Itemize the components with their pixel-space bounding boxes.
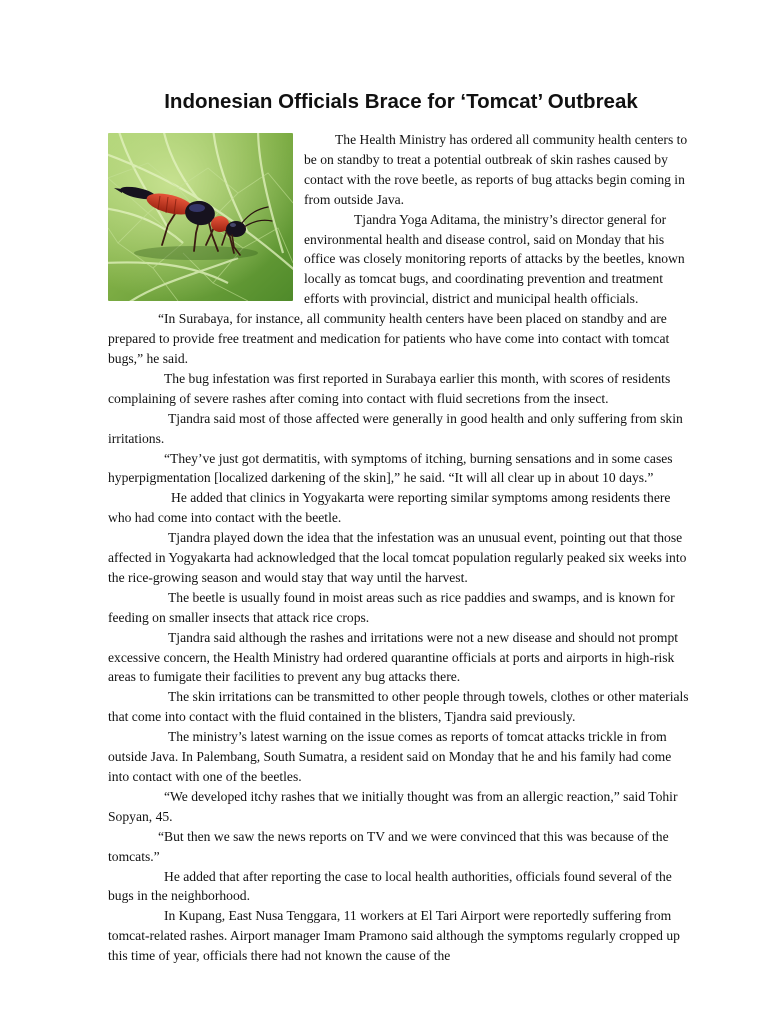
article-paragraph: The bug infestation was first reported in Surabaya earlier this month, with scores of residents complaining of severe rashes after coming into contact with fluid secretions from the insect. xyxy=(108,370,671,406)
article-paragraph: The skin irritations can be transmitted to other people through towels, clothes or other materials that come into contact with the fluid contained in the blisters, Tjandra said previously. xyxy=(108,689,689,725)
article-paragraph: The ministry’s latest warning on the issue comes as reports of tomcat attacks trickle in from outside Java. In Palembang, South Sumatra, a resident said on Monday that he and his family had come into contact with one of the beetles. xyxy=(108,729,672,784)
article-title: Indonesian Officials Brace for ‘Tomcat’ Outbreak xyxy=(164,90,638,113)
article-body xyxy=(108,130,695,966)
article-paragraph: The beetle is usually found in moist areas such as rice paddies and swamps, and is known for feeding on smaller insects that attack rice crops. xyxy=(108,589,675,625)
article-paragraph: “In Surabaya, for instance, all community health centers have been placed on standby and are prepared to provide free treatment and medication for patients who have come into contact with tomcat bugs,” he said. xyxy=(108,311,670,366)
article-paragraph: He added that clinics in Yogyakarta were reporting similar symptoms among residents there who had come into contact with the beetle. xyxy=(108,490,671,526)
rove-beetle-photo xyxy=(108,133,293,301)
article-paragraph: “We developed itchy rashes that we initially thought was from an allergic reaction,” said Tohir Sopyan, 45. xyxy=(108,788,678,824)
article-paragraph: Tjandra Yoga Aditama, the ministry’s director general for environmental health and disease control, said on Monday that his office was closely monitoring reports of attacks by the beetles, known locally as tomcat bugs, and coordinating prevention and treatment efforts with provincial, district and municipal health officials. xyxy=(304,211,685,307)
article-paragraph: “They’ve just got dermatitis, with symptoms of itching, burning sensations and in some cases hyperpigmentation [localized darkening of the skin],” he said. “It will all clear up in about 10 days.” xyxy=(108,450,673,486)
article-paragraph: He added that after reporting the case to local health authorities, officials found several of the bugs in the neighborhood. xyxy=(108,868,672,904)
article-paragraph: Tjandra played down the idea that the infestation was an unusual event, pointing out that those affected in Yogyakarta had acknowledged that the local tomcat population regularly peaked six weeks into the rice-growing season and would stay that way until the harvest. xyxy=(108,530,687,585)
article-paragraph: “But then we saw the news reports on TV and we were convinced that this was because of the tomcats.” xyxy=(108,828,669,864)
article-paragraph: The Health Ministry has ordered all community health centers to be on standby to treat a potential outbreak of skin rashes caused by contact with the rove beetle, as reports of bug attacks begin coming in from outside Java. xyxy=(304,132,688,207)
article-paragraph: In Kupang, East Nusa Tenggara, 11 workers at El Tari Airport were reportedly suffering from tomcat-related rashes. Airport manager Imam Pramono said although the symptoms regularly cropped up this time of year, officials there had not known the cause of the xyxy=(108,908,680,964)
article-paragraph: Tjandra said although the rashes and irritations were not a new disease and should not prompt excessive concern, the Health Ministry had ordered quarantine officials at ports and airports in high-risk areas to fumigate their facilities to prevent any bug attacks there. xyxy=(108,629,679,685)
article-paragraph: Tjandra said most of those affected were generally in good health and only suffering from skin irritations. xyxy=(108,410,683,446)
